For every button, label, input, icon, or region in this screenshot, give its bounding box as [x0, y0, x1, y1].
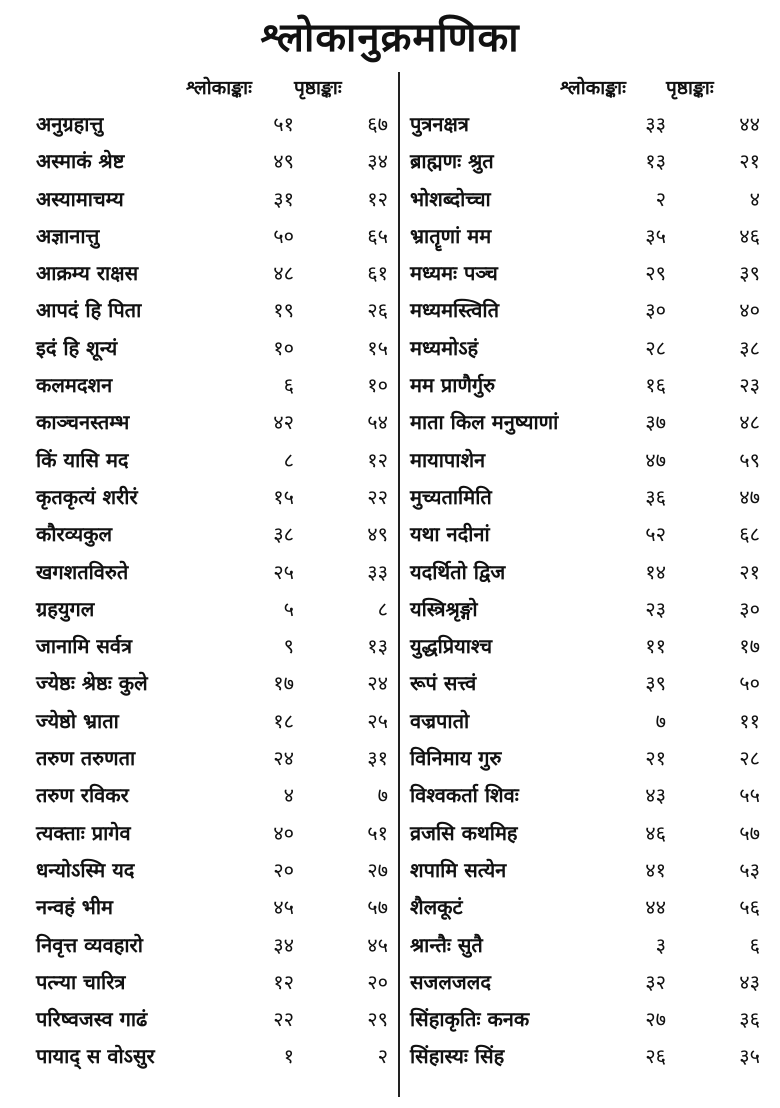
index-row: [410, 514, 760, 551]
page-number: ४७: [739, 484, 760, 509]
verse-text: रूपं सत्त्वं: [410, 671, 477, 696]
verse-text: विश्वकर्ता शिवः: [410, 783, 519, 808]
verse-text: यथा नदीनां: [410, 522, 490, 547]
shloka-number: २०: [273, 857, 294, 882]
right-column-header: [410, 70, 760, 104]
page-number: ५७: [367, 895, 388, 920]
index-row: [410, 253, 760, 290]
index-row: [410, 440, 760, 477]
verse-text: परिष्वजस्व गाढं: [36, 1007, 148, 1032]
shloka-number: ३७: [645, 410, 666, 435]
verse-text: खगशतविरुते: [36, 559, 129, 584]
page-number: ५६: [739, 895, 760, 920]
index-row: [36, 365, 388, 402]
page-number: ५१: [367, 820, 388, 845]
page-number: २५: [367, 708, 388, 733]
shloka-number: ३८: [273, 522, 294, 547]
verse-text: माता किल मनुष्याणां: [410, 410, 559, 435]
shloka-number: ४६: [645, 820, 666, 845]
page-number: १३: [367, 634, 388, 659]
shloka-number: ३६: [645, 484, 666, 509]
shloka-number: ४: [283, 783, 294, 808]
page-number: ४४: [739, 112, 760, 136]
verse-text: शैलकूटं: [410, 895, 463, 920]
shloka-number: ५१: [273, 112, 294, 136]
verse-text: अस्माकं श्रेष्ट: [36, 149, 125, 174]
verse-text: तरुण तरुणता: [36, 746, 136, 771]
index-row: [410, 626, 760, 663]
index-row: [36, 1036, 388, 1073]
page-number-header: पृष्ठाङ्काः: [666, 77, 714, 99]
shloka-number: ३९: [645, 671, 666, 696]
verse-text: जानामि सर्वत्र: [36, 634, 133, 659]
left-column-header: [36, 70, 388, 104]
page-number: ३१: [367, 746, 388, 771]
page-number: १५: [367, 335, 388, 360]
shloka-number: १६: [645, 373, 666, 398]
shloka-number: २: [655, 186, 666, 211]
index-row: [36, 514, 388, 551]
index-row: [36, 626, 388, 663]
verse-text: तरुण रविकर: [36, 783, 129, 808]
verse-text: भोशब्दोच्चा: [410, 186, 491, 211]
page-number: ३४: [367, 149, 388, 174]
index-row: [410, 402, 760, 439]
index-row: [36, 179, 388, 216]
shloka-number: १०: [273, 335, 294, 360]
index-row: [36, 328, 388, 365]
verse-text: श्रान्तैः सुतै: [410, 932, 483, 957]
verse-text: काञ्चनस्तम्भ: [36, 410, 130, 435]
index-row: [36, 216, 388, 253]
shloka-number: ५०: [273, 223, 294, 248]
page-number: ३३: [367, 559, 388, 584]
right-column: [410, 70, 760, 1074]
index-row: [410, 477, 760, 514]
index-row: [36, 663, 388, 700]
shloka-number: २४: [273, 746, 294, 771]
verse-text: पायाद् स वोऽसुर: [36, 1044, 155, 1069]
index-row: [410, 999, 760, 1036]
column-divider: [398, 72, 400, 1097]
page-number: १७: [739, 634, 760, 659]
page-number: २९: [367, 1007, 388, 1032]
verse-text: सजलजलद: [410, 969, 491, 994]
shloka-number: ४८: [273, 261, 294, 286]
index-row: [410, 663, 760, 700]
page-number: २७: [367, 857, 388, 882]
index-row: [410, 552, 760, 589]
index-row: [36, 999, 388, 1036]
shloka-number: ३: [655, 932, 666, 957]
page-number: ४०: [739, 298, 760, 323]
verse-text: ब्राह्मणः श्रुत: [410, 149, 494, 174]
page-number: ६: [749, 932, 760, 957]
verse-text: सिंहाकृतिः कनक: [410, 1007, 530, 1032]
verse-text: ज्येष्ठो भ्राता: [36, 708, 119, 733]
index-row: [410, 328, 760, 365]
shloka-number: ४५: [273, 895, 294, 920]
left-column: [36, 70, 388, 1074]
index-row: [36, 104, 388, 141]
shloka-number: ३२: [645, 969, 666, 994]
verse-text: सिंहास्यः सिंह: [410, 1044, 505, 1069]
page-number: ४९: [367, 522, 388, 547]
shloka-number: १४: [645, 559, 666, 584]
index-row: [36, 775, 388, 812]
page-number: २४: [367, 671, 388, 696]
page-number: ५५: [739, 783, 760, 808]
shloka-number: १२: [273, 969, 294, 994]
verse-text: यदर्थितो द्विज: [410, 559, 506, 584]
index-row: [36, 887, 388, 924]
index-row: [410, 701, 760, 738]
index-row: [36, 962, 388, 999]
index-row: [36, 850, 388, 887]
page-number: ५०: [739, 671, 760, 696]
index-row: [410, 104, 760, 141]
index-row: [410, 738, 760, 775]
index-row: [36, 552, 388, 589]
page-number: ४६: [739, 223, 760, 248]
page-number: २८: [739, 746, 760, 771]
index-row: [410, 850, 760, 887]
shloka-number: ४७: [645, 447, 666, 472]
index-row: [36, 440, 388, 477]
verse-text: निवृत्त व्यवहारो: [36, 932, 143, 957]
shloka-number-header: श्लोकाङ्काः: [186, 77, 252, 99]
index-row: [410, 141, 760, 178]
shloka-number: ४३: [645, 783, 666, 808]
verse-text: आपदं हि पिता: [36, 298, 142, 323]
shloka-number: १८: [273, 708, 294, 733]
verse-text: मध्यमोऽहं: [410, 335, 479, 360]
verse-text: त्यक्ताः प्रागेव: [36, 820, 131, 845]
left-index-list: [36, 104, 388, 1074]
verse-text: युद्धप्रियाश्च: [410, 634, 493, 659]
right-index-list: [410, 104, 760, 1074]
shloka-number: ४२: [273, 410, 294, 435]
index-row: [36, 402, 388, 439]
index-row: [410, 887, 760, 924]
shloka-number: ७: [655, 708, 666, 733]
page-number: ५३: [739, 857, 760, 882]
page-number: ७: [377, 783, 388, 808]
index-row: [410, 813, 760, 850]
verse-text: मध्यमस्त्विति: [410, 298, 499, 323]
verse-text: अज्ञानात्तु: [36, 223, 100, 248]
index-row: [410, 925, 760, 962]
index-row: [36, 253, 388, 290]
shloka-number: ४१: [645, 857, 666, 882]
verse-text: कौरव्यकुल: [36, 522, 113, 547]
verse-text: मम प्राणैर्गुरु: [410, 373, 496, 398]
shloka-number: ३४: [273, 932, 294, 957]
page-number: ११: [739, 708, 760, 733]
index-row: [410, 775, 760, 812]
page-number: २०: [367, 969, 388, 994]
page-number: २२: [367, 484, 388, 509]
verse-text: अस्यामाचम्य: [36, 186, 124, 211]
page-number: ८: [377, 596, 388, 621]
page-number: ५४: [367, 410, 388, 435]
shloka-number: ३१: [273, 186, 294, 211]
index-row: [410, 589, 760, 626]
shloka-number: ४०: [273, 820, 294, 845]
page-number: ६१: [367, 261, 388, 286]
index-row: [36, 290, 388, 327]
verse-text: भ्रातॄणां मम: [410, 223, 492, 248]
index-row: [36, 477, 388, 514]
index-row: [410, 290, 760, 327]
shloka-number: २३: [645, 596, 666, 621]
shloka-number: २७: [645, 1007, 666, 1032]
page-number: ६७: [367, 112, 388, 136]
shloka-number-header: श्लोकाङ्काः: [560, 77, 626, 99]
shloka-number: १५: [273, 484, 294, 509]
index-row: [36, 141, 388, 178]
verse-text: यस्त्रिश्रृङ्गो: [410, 596, 478, 621]
shloka-number: १७: [273, 671, 294, 696]
page-number: ६५: [367, 223, 388, 248]
verse-text: व्रजसि कथमिह: [410, 820, 518, 845]
shloka-number: ४९: [273, 149, 294, 174]
index-row: [36, 925, 388, 962]
page-number: २३: [739, 373, 760, 398]
shloka-number: ५२: [645, 522, 666, 547]
page-number: २१: [739, 149, 760, 174]
page-number: ४३: [739, 969, 760, 994]
shloka-number: ४४: [645, 895, 666, 920]
verse-text: मध्यमः पञ्च: [410, 261, 498, 286]
page-number: ३५: [739, 1044, 760, 1069]
shloka-number: ११: [645, 634, 666, 659]
page-number-header: पृष्ठाङ्काः: [294, 77, 342, 99]
verse-text: आक्रम्य राक्षस: [36, 261, 139, 286]
page-number: २६: [367, 298, 388, 323]
verse-text: पुत्रनक्षत्र: [410, 112, 469, 136]
page-number: ३०: [739, 596, 760, 621]
index-row: [410, 1036, 760, 1073]
page-number: ५७: [739, 820, 760, 845]
shloka-number: १३: [645, 149, 666, 174]
verse-text: अनुग्रहात्तु: [36, 112, 104, 136]
verse-text: शपामि सत्येन: [410, 857, 507, 882]
page-number: २१: [739, 559, 760, 584]
shloka-number: २१: [645, 746, 666, 771]
verse-text: ज्येष्ठः श्रेष्ठः कुले: [36, 671, 148, 696]
shloka-number: २२: [273, 1007, 294, 1032]
page-number: ४५: [367, 932, 388, 957]
shloka-number: ८: [283, 447, 294, 472]
verse-text: कलमदशन: [36, 373, 113, 398]
page-number: ५९: [739, 447, 760, 472]
index-row: [410, 365, 760, 402]
verse-text: मायापाशेन: [410, 447, 486, 472]
page-number: ६८: [739, 522, 760, 547]
page-title: श्लोकानुक्रमणिका: [260, 15, 520, 61]
shloka-number: २५: [273, 559, 294, 584]
shloka-number: ३५: [645, 223, 666, 248]
shloka-number: ९: [283, 634, 294, 659]
verse-text: ग्रहयुगल: [36, 596, 95, 621]
shloka-number: १९: [273, 298, 294, 323]
verse-text: वज्रपातो: [410, 708, 470, 733]
verse-text: विनिमाय गुरु: [410, 746, 502, 771]
index-row: [36, 589, 388, 626]
page-number: १०: [367, 373, 388, 398]
shloka-number: ६: [283, 373, 294, 398]
index-row: [410, 216, 760, 253]
index-row: [36, 701, 388, 738]
page-number: १२: [367, 447, 388, 472]
shloka-number: ३३: [645, 112, 666, 136]
page-number: ३९: [739, 261, 760, 286]
page-number: ३८: [739, 335, 760, 360]
verse-text: कृतकृत्यं शरीरं: [36, 484, 138, 509]
page-number: ४: [749, 186, 760, 211]
shloka-number: २६: [645, 1044, 666, 1069]
page-number: १२: [367, 186, 388, 211]
index-row: [410, 962, 760, 999]
index-row: [36, 738, 388, 775]
verse-text: मुच्यतामिति: [410, 484, 492, 509]
shloka-number: २८: [645, 335, 666, 360]
verse-text: नन्वहं भीम: [36, 895, 113, 920]
index-row: [36, 813, 388, 850]
verse-text: धन्योऽस्मि यद: [36, 857, 135, 882]
page-number: ३६: [739, 1007, 760, 1032]
verse-text: किं यासि मद: [36, 447, 129, 472]
shloka-number: ५: [283, 596, 294, 621]
page-number: २: [377, 1044, 388, 1069]
shloka-number: २९: [645, 261, 666, 286]
page-number: ४८: [739, 410, 760, 435]
shloka-number: १: [283, 1044, 294, 1069]
verse-text: पत्न्या चारित्र: [36, 969, 126, 994]
verse-text: इदं हि शून्यं: [36, 335, 118, 360]
shloka-number: ३०: [645, 298, 666, 323]
index-row: [410, 179, 760, 216]
